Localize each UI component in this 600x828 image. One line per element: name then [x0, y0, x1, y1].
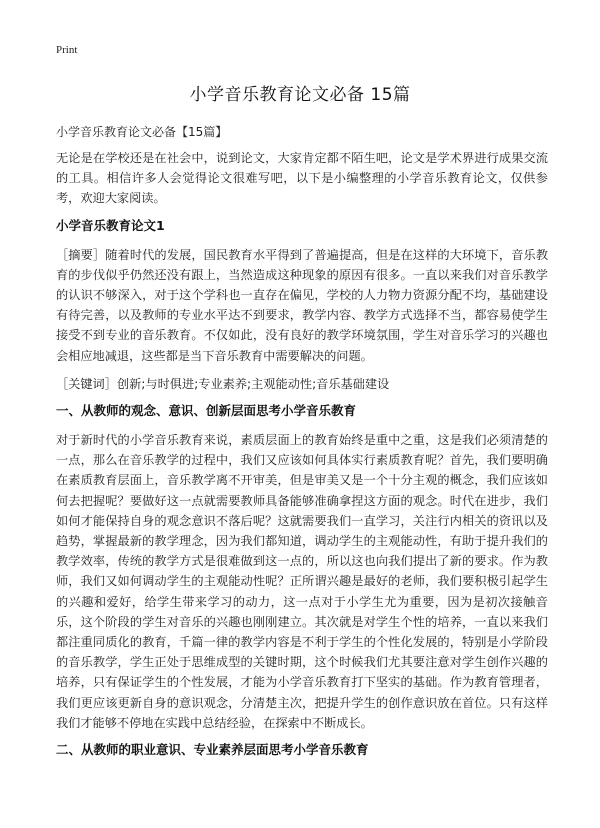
heading-two: 二、从教师的职业意识、专业素养层面思考小学音乐教育 [56, 742, 369, 758]
body-paragraph-one: 对于新时代的小学音乐教育来说，素质层面上的教育始终是重中之重，这是我们必须清楚的一点，那么在音乐教学的过程中，我们又应该如何具体实行素质教育呢？首先，我们要明确在素质教育层面上，音乐教学离不开审美，但是审美又是一个十分主观的概念，我们应该如何去把握呢？要做好这一点就需要教师具备能够准确拿捏这方面的观念。时代在进步，我们如何才能保持自身的观念意识不落后呢？这就需要我们一直学习，关注行内相关的资讯以及趋势，掌握最新的教学理念，因为我们都知道，调动学生的主观能动性，有助于提升我们的教学效率，传统的教学方式是很难做到这一点的，所以这也向我们提出了新的要求。作为教师，我们又如何调动学生的主观能动性呢？正所谓兴趣是最好的老师，我们要积极引起学生的兴趣和爱好，给学生带来学习的动力，这一点对于小学生尤为重要，因为是初次接触音乐，这个阶段的学生对音乐的兴趣也刚刚建立。其次就是对学生个性的培养，一直以来我们都注重同质化的教育，千篇一律的教学内容是不利于学生的个性化发展的，特别是小学阶段的音乐教学，学生正处于思维成型的关键时期，这个时候我们尤其要注意对学生创作兴趣的培养，只有保证学生的个性发展，才能为小学音乐教育打下坚实的基础。作为教育管理者，我们更应该更新自身的意识观念，分清楚主次，把提升学生的创作意识放在首位。只有这样我们才能够不停地在实践中总结经验，在探索中不断成长。 [56, 433, 548, 730]
keywords-text: 创新;与时俱进;专业素养;主观能动性;音乐基础建设 [116, 376, 390, 391]
intro-paragraph: 无论是在学校还是在社会中，说到论文，大家肯定都不陌生吧，论文是学术界进行成果交流的工具。相信许多人会觉得论文很难写吧，以下是小编整理的小学音乐教育论文，仅供参考，欢迎大家阅读。 [56, 151, 548, 206]
document-title: 小学音乐教育论文必备 15篇 [189, 85, 411, 105]
keywords-paragraph [56, 374, 548, 394]
keywords-label: ［关键词］ [56, 376, 117, 391]
document-subtitle: 小学音乐教育论文必备【15篇】 [56, 125, 228, 139]
document-body [56, 148, 548, 769]
section-heading: 小学音乐教育论文1 [56, 217, 165, 233]
abstract-paragraph [56, 245, 548, 366]
print-label: Print [56, 44, 78, 56]
abstract-text: 随着时代的发展，国民教育水平得到了普遍提高，但是在这样的大环境下，音乐教育的步伐似乎仍然还没有跟上，当然造成这种现象的原因有很多。一直以来我们对音乐教学的认识不够深入，对于这个学科也一直存在偏见，学校的人力物力资源分配不均，基础建设有待完善，以及教师的专业水平达不到要求，教学内容、教学方式选择不当，都容易使学生接受不到专业的音乐教育。不仅如此，没有良好的教学环境氛围，学生对音乐学习的兴趣也会相应地减退，这些都是当下音乐教育中需要解决的问题。 [56, 247, 549, 363]
heading-one: 一、从教师的观念、意识、创新层面思考小学音乐教育 [56, 403, 357, 419]
abstract-label: ［摘要］ [56, 247, 106, 262]
